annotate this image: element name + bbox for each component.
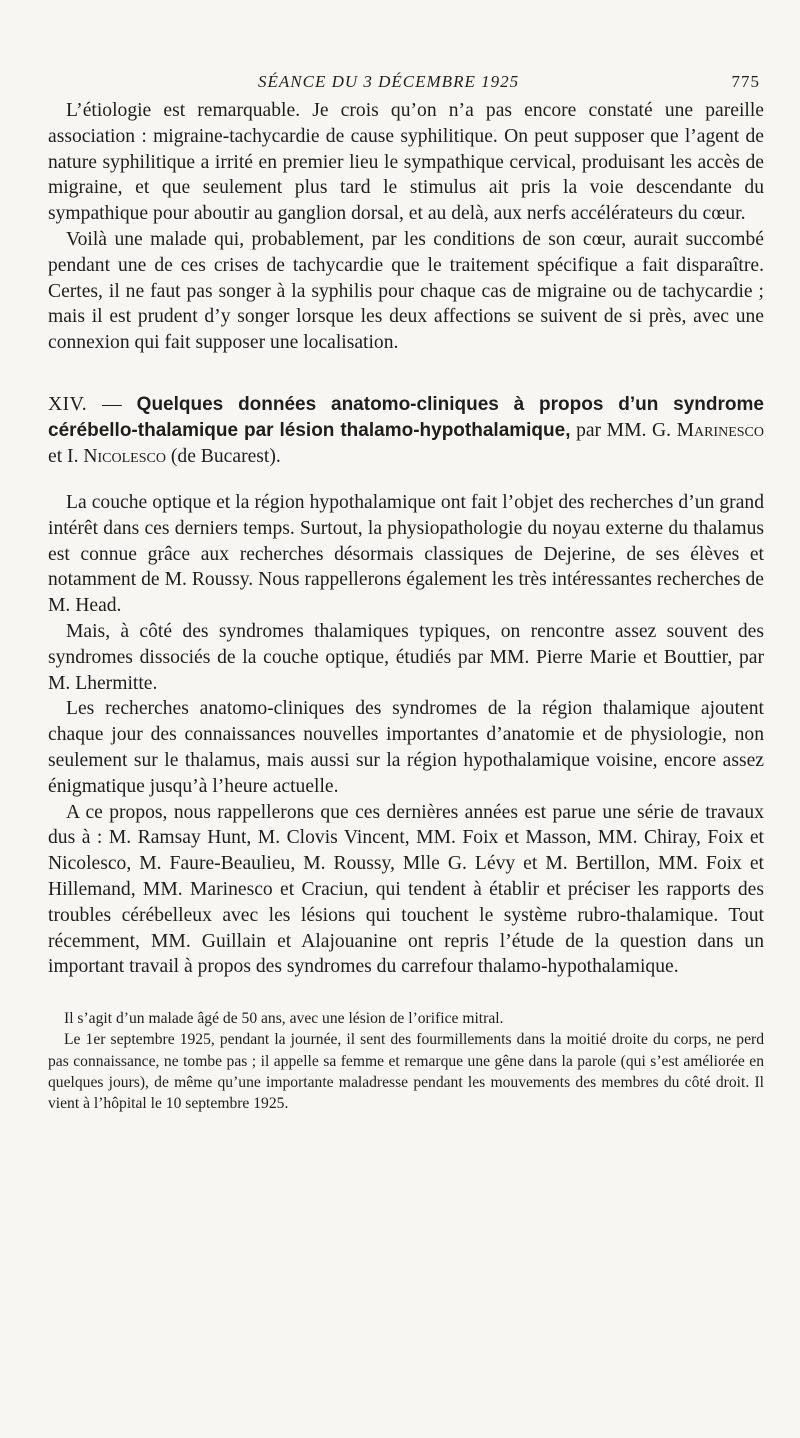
authors-mid: et I. [48, 445, 79, 467]
author-nicolesco: Nicolesco [83, 445, 166, 467]
section-paragraph-4: A ce propos, nous rappellerons que ces dernières années est parue une série de travaux dus à : M. Ramsay Hunt, M. Clovis Vincent, MM. Foix et Masson, MM. Chiray, Foix et Nicolesco, M. Faure-Beaulieu, M. Roussy, Mlle G. Lévy et M. Bertillon, MM. Foix et Hillemand, MM. Marinesco et Craciun, qui tendent à établir et préciser les rapports des troubles cérébelleux avec les lésions qui touchent le système rubro-thalamique. Tout récemment, MM. Guillain et Alajouanine ont repris l’étude de la question dans un important travail à propos des syndromes du carrefour thalamo-hypothalamique. [48, 801, 764, 978]
running-title: SÉANCE DU 3 DÉCEMBRE 1925 [258, 72, 520, 91]
running-header [48, 66, 764, 98]
case-notes [48, 1008, 764, 1114]
note-paragraph-1: Il s’agit d’un malade âgé de 50 ans, avec une lésion de l’orifice mitral. [64, 1010, 504, 1028]
section-number: XIV. — [48, 393, 123, 415]
page [48, 66, 764, 1114]
section-paragraph-1: La couche optique et la région hypothalamique ont fait l’objet des recherches d’un grand intérêt dans ces derniers temps. Surtout, la physiopathologie du noyau externe du thalamus est connue grâce aux recherches désormais classiques de Dejerine, de ses élèves et notamment de M. Roussy. Nous rappellerons également les très intéressantes recherches de M. Head. [48, 491, 764, 617]
page-number: 775 [731, 72, 760, 91]
section-heading [48, 392, 764, 470]
note-paragraph-2: Le 1er septembre 1925, pendant la journée, il sent des fourmillements dans la moitié droite du corps, ne perd pas connaissance, ne tombe pas ; il appelle sa femme et remarque une gêne dans la parole (qui s’est améliorée en quelques jours), de même qu’une importante maladresse pendant les mouvements des membres du côté droit. Il vient à l’hôpital le 10 septembre 1925. [48, 1031, 764, 1112]
section-paragraph-2: Mais, à côté des syndromes thalamiques typiques, on rencontre assez souvent des syndromes dissociés de la couche optique, étudiés par MM. Pierre Marie et Bouttier, par M. Lhermitte. [48, 620, 764, 694]
author-marinesco: Marinesco [676, 419, 764, 441]
section-title: Quelques données anatomo-cliniques à propos d’un syndrome cérébello-thalamique par lésion thalamo-hypothalamique, [48, 393, 764, 441]
authors-prefix: par MM. G. [576, 419, 671, 441]
authors-suffix: (de Bucarest). [170, 445, 281, 467]
section-paragraph-3: Les recherches anatomo-cliniques des syndromes de la région thalamique ajoutent chaque jour des connaissances nouvelles importantes d’anatomie et de physiologie, non seulement sur le thalamus, mais aussi sur la région hypothalamique voisine, encore assez énigmatique jusqu’à l’heure actuelle. [48, 698, 764, 797]
body-paragraph-2: Voilà une malade qui, probablement, par les conditions de son cœur, aurait succombé pendant une de ces crises de tachycardie que le traitement spécifique a fait disparaître. Certes, il ne faut pas songer à la syphilis pour chaque cas de migraine ou de tachycardie ; mais il est prudent d’y songer lorsque les deux affections se suivent de si près, avec une connexion qui fait supposer une localisation. [48, 228, 764, 354]
body-paragraph-1: L’étiologie est remarquable. Je crois qu’on n’a pas encore constaté une pareille association : migraine-tachycardie de cause syphilitique. On peut supposer que l’agent de nature syphilitique a irrité en premier lieu le sympathique cervical, produisant les accès de migraine, et que seulement plus tard le stimulus ait pris la voie descendante du sympathique pour aboutir au ganglion dorsal, et au delà, aux nerfs accélérateurs du cœur. [48, 100, 764, 225]
